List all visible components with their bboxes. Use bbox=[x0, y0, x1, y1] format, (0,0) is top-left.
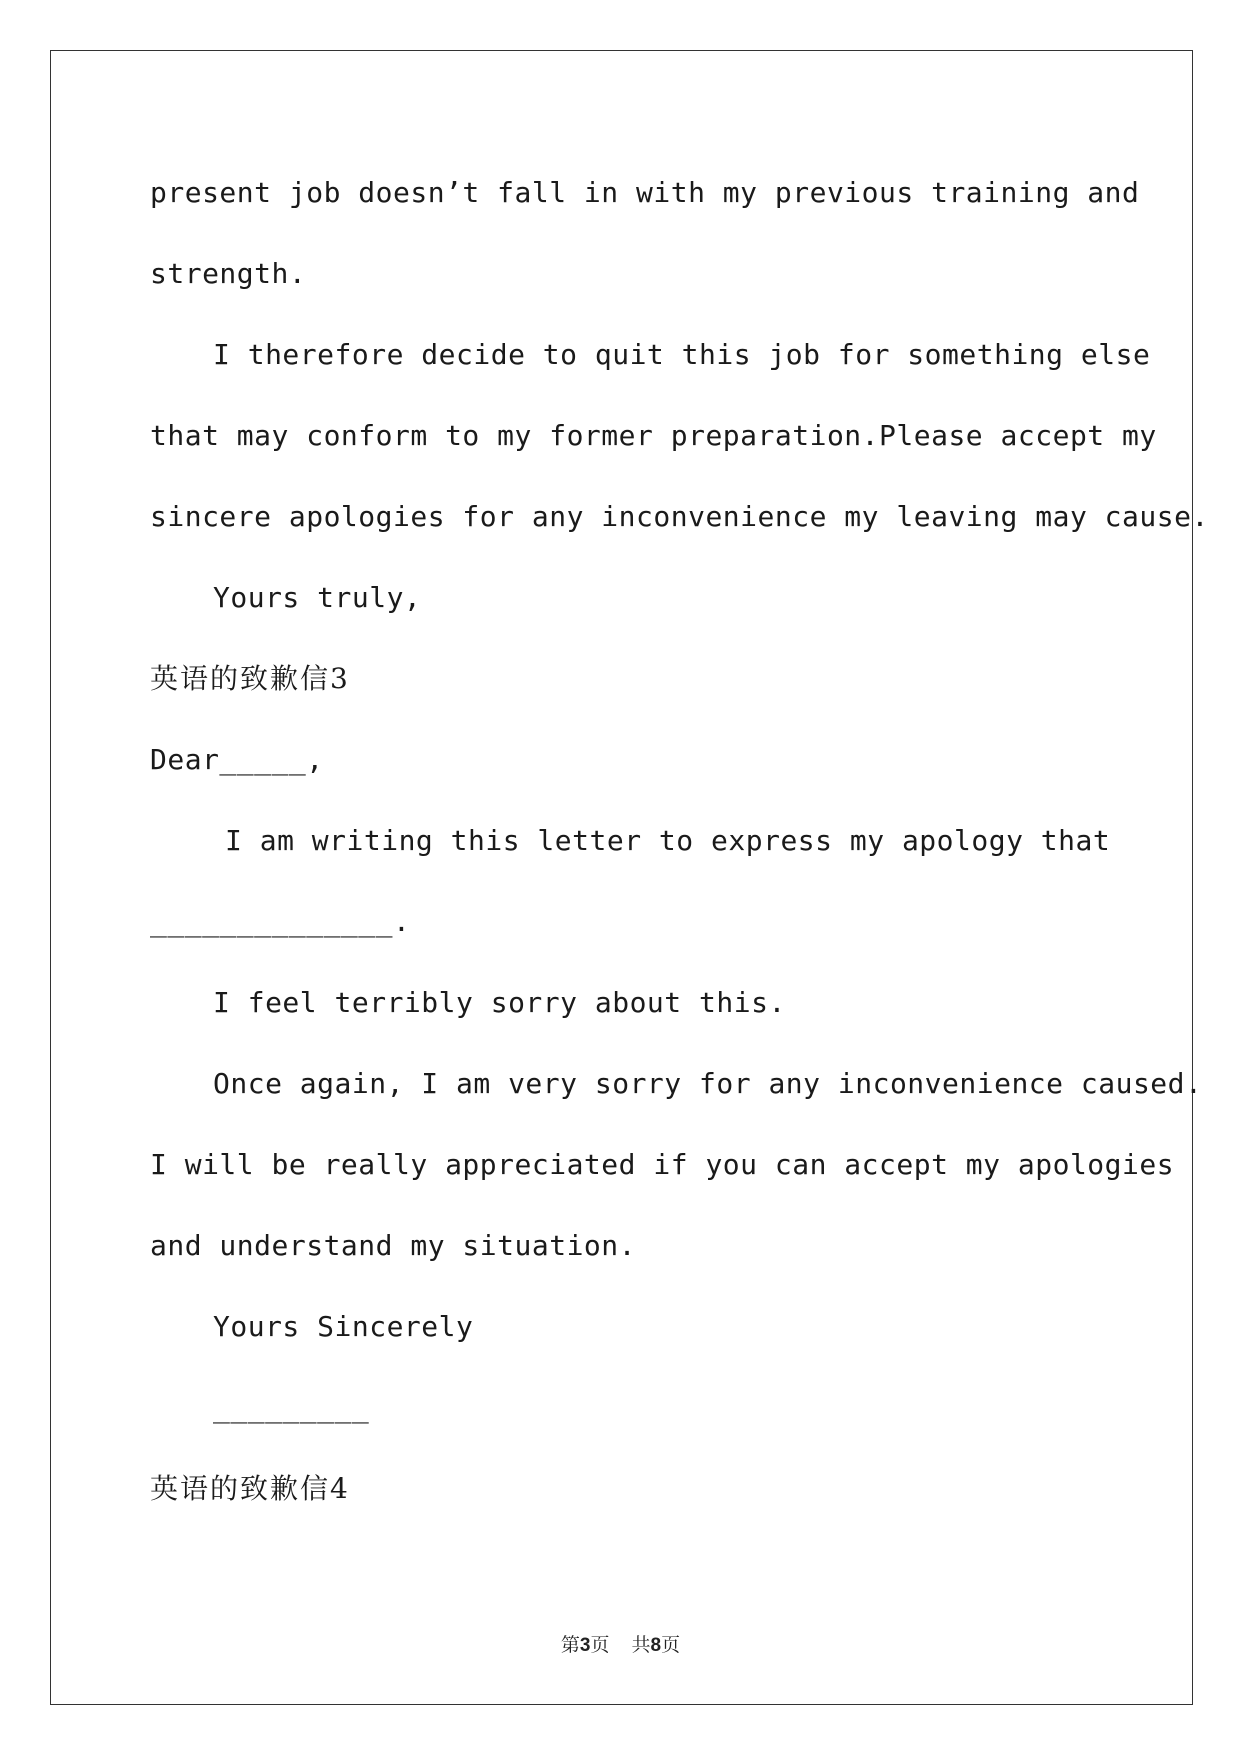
footer-page-mid: 页 bbox=[590, 1634, 610, 1656]
body-line-3: I therefore decide to quit this job for something else bbox=[213, 338, 1151, 371]
salutation-line: Dear_____, bbox=[150, 743, 324, 776]
body-line-11: I feel terribly sorry about this. bbox=[213, 986, 786, 1019]
body-line-9: I am writing this letter to express my apology that bbox=[225, 824, 1111, 857]
body-line-13: I will be really appreciated if you can accept my apologies bbox=[150, 1148, 1175, 1181]
footer-page-total: 8 bbox=[650, 1635, 662, 1656]
blank-line: ______________. bbox=[150, 905, 411, 938]
body-line-14: and understand my situation. bbox=[150, 1229, 637, 1262]
section-heading-4: 英语的致歉信4 bbox=[150, 1472, 350, 1505]
body-line-4: that may conform to my former preparation.Please accept my bbox=[150, 419, 1157, 452]
page-footer bbox=[0, 1630, 1241, 1657]
signature-blank: _________ bbox=[213, 1391, 370, 1424]
closing-yours-sincerely: Yours Sincerely bbox=[213, 1310, 474, 1343]
body-line-2: strength. bbox=[150, 257, 307, 290]
footer-total-prefix: 共 bbox=[631, 1634, 651, 1656]
footer-page-prefix: 第 bbox=[560, 1634, 580, 1656]
footer-total-suffix: 页 bbox=[661, 1634, 681, 1656]
closing-yours-truly: Yours truly, bbox=[213, 581, 422, 614]
body-line-12: Once again, I am very sorry for any inconvenience caused. bbox=[213, 1067, 1203, 1100]
body-line-1: present job doesn’t fall in with my previous training and bbox=[150, 176, 1140, 209]
footer-page-current: 3 bbox=[579, 1635, 591, 1656]
body-line-5: sincere apologies for any inconvenience my leaving may cause. bbox=[150, 500, 1209, 533]
section-heading-3: 英语的致歉信3 bbox=[150, 662, 350, 695]
page-border bbox=[50, 50, 1209, 1705]
